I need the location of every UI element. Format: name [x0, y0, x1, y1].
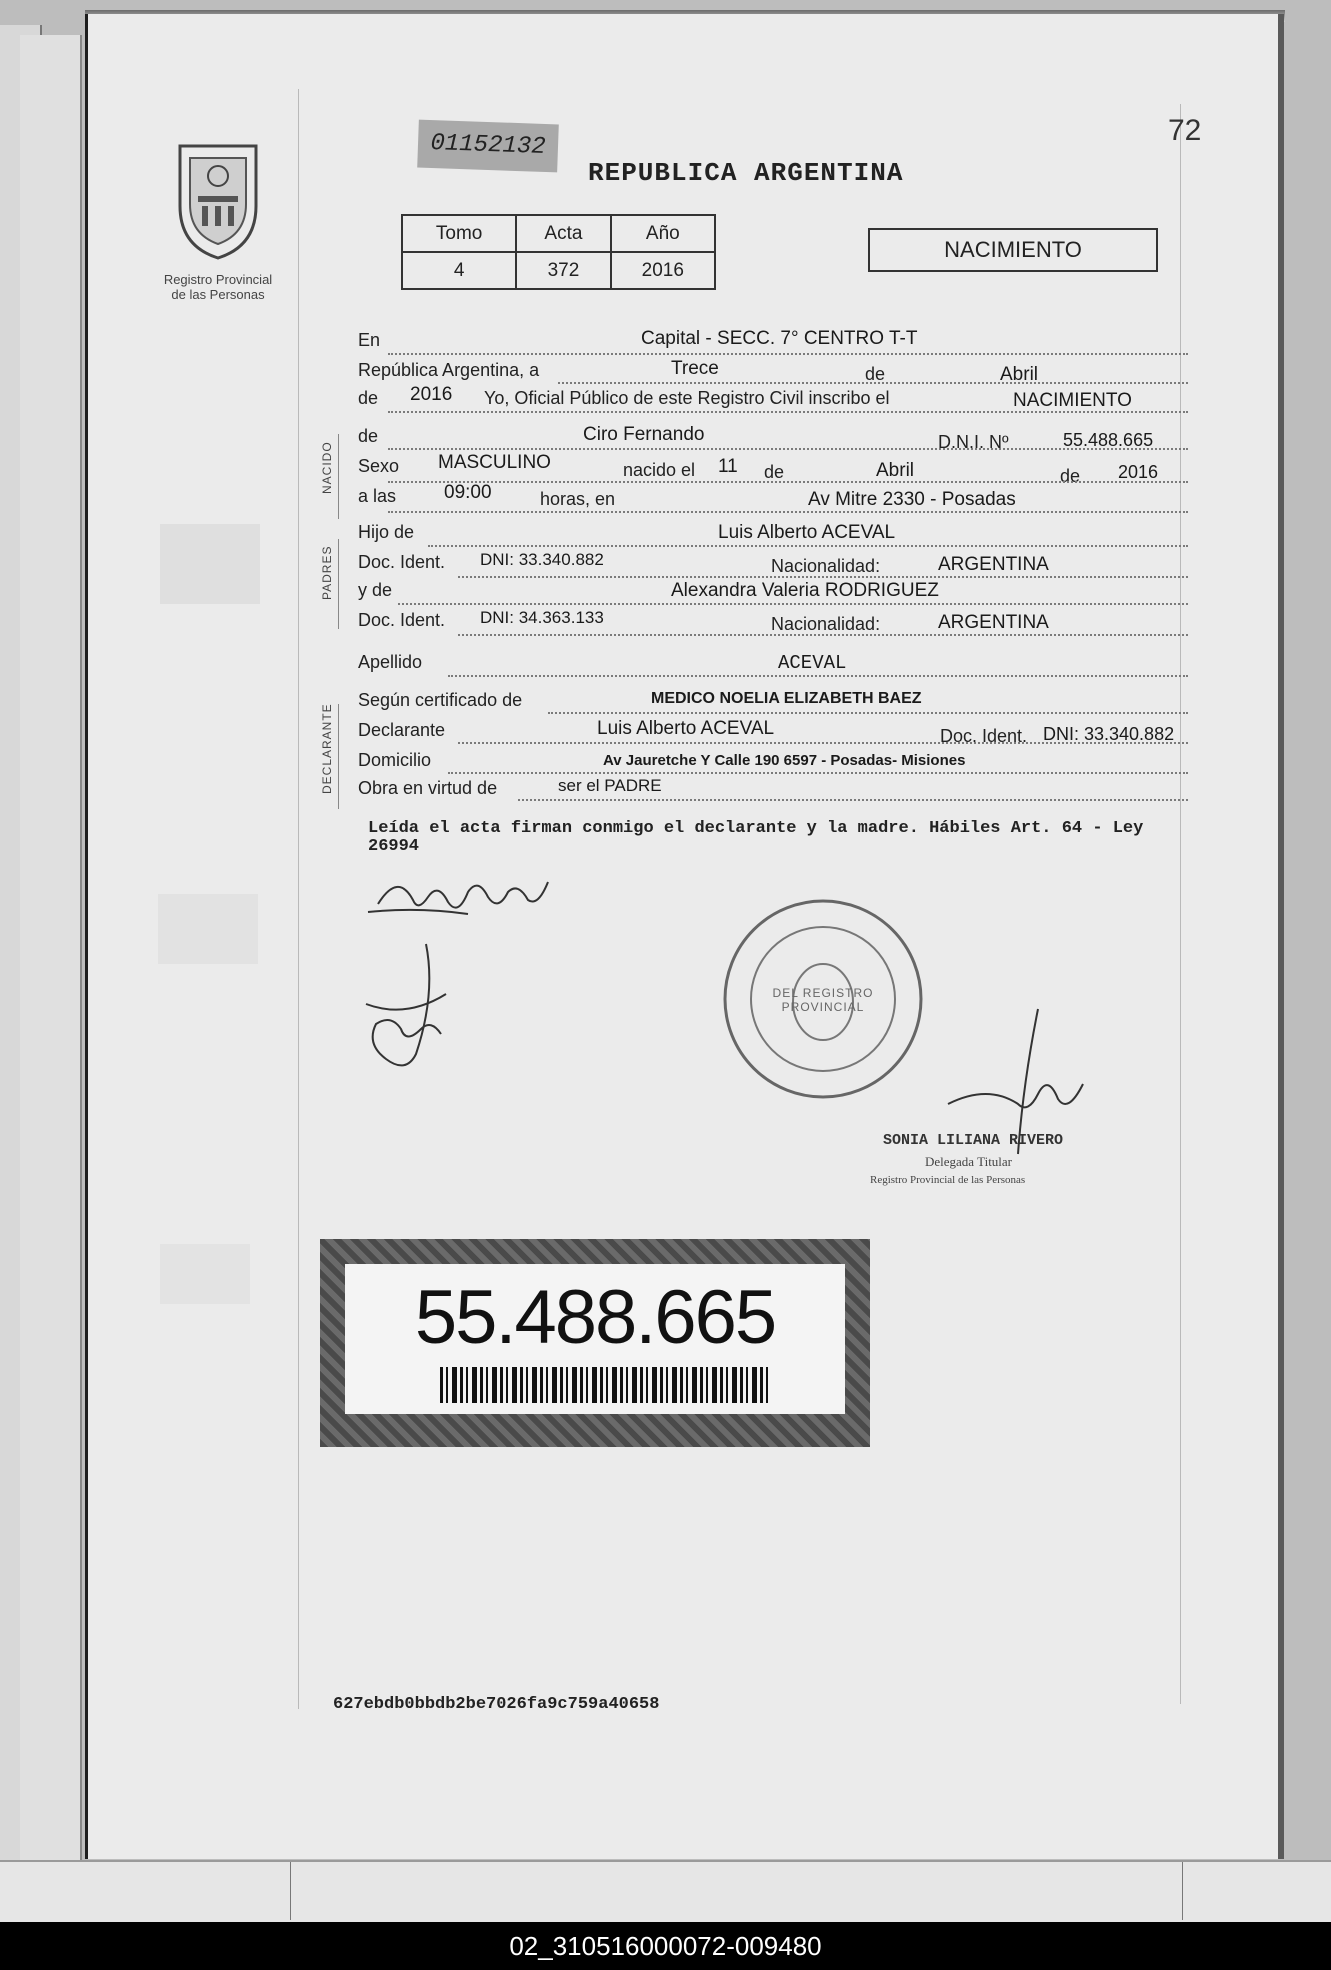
dotted-line [458, 634, 1188, 636]
header-acta: Acta [516, 215, 610, 252]
nacido-anio: 2016 [1118, 462, 1159, 482]
section-label-declarante: DECLARANTE [320, 703, 334, 794]
dotted-line [548, 712, 1188, 714]
nac1-label: Nacionalidad: [771, 556, 881, 576]
domicilio-label: Domicilio [358, 750, 432, 770]
obra-label: Obra en virtud de [358, 778, 498, 798]
dotted-line [388, 511, 1188, 513]
oficial-text: Yo, Oficial Público de este Registro Civil inscribo el [484, 388, 890, 408]
declarante-signature-icon [358, 862, 568, 932]
inscribo-value: NACIMIENTO [1013, 390, 1132, 411]
right-frame-line [1180, 104, 1181, 1704]
bottom-strip [0, 1860, 1331, 1924]
dotted-line [398, 603, 1188, 605]
certificate-sheet [85, 14, 1284, 1859]
dotted-line [388, 481, 1188, 483]
nacido-label: nacido el [623, 460, 696, 480]
official-name: SONIA LILIANA RIVERO [883, 1132, 1064, 1149]
section-divider [338, 704, 339, 809]
hijo-label: Hijo de [358, 522, 415, 542]
act-type-box [868, 228, 1158, 272]
section-label-padres: PADRES [320, 545, 334, 600]
stamp-text: DEL REGISTRO PROVINCIAL [772, 986, 874, 1014]
nac2-label: Nacionalidad: [771, 614, 881, 634]
horas-label: horas, en [540, 489, 616, 509]
apellido-label: Apellido [358, 652, 423, 672]
dotted-line [388, 353, 1188, 355]
page-number: 72 [1168, 114, 1202, 147]
ghost-mark [160, 524, 260, 604]
bottom-divider [1182, 1862, 1183, 1920]
left-frame-line [298, 89, 299, 1709]
declarante-label: Declarante [358, 720, 446, 740]
barcode-number: 55.488.665 [414, 1275, 776, 1360]
country-title: REPUBLICA ARGENTINA [588, 158, 904, 188]
nacido-de: de [764, 462, 785, 482]
madre-signature-icon [346, 934, 476, 1084]
file-caption: 02_310516000072-009480 [0, 1922, 1331, 1970]
dotted-line [448, 675, 1188, 677]
value-anio: 2016 [611, 252, 715, 289]
domicilio-value: Av Jauretche Y Calle 190 6597 - Posadas- Misiones [603, 752, 966, 769]
apellido-value: ACEVAL [778, 652, 847, 674]
segun-label: Según certificado de [358, 690, 523, 710]
sexo-value: MASCULINO [438, 452, 551, 473]
official-office: Registro Provincial de las Personas [870, 1174, 1026, 1186]
nac1-value: ARGENTINA [938, 554, 1049, 575]
ghost-mark [158, 894, 258, 964]
nacido-dia: 11 [718, 456, 738, 477]
doc1-value: DNI: 33.340.882 [480, 550, 604, 569]
republica-label: República Argentina, a [358, 360, 540, 380]
serial-number: 01152132 [429, 129, 547, 162]
back-sheet [20, 35, 82, 1875]
nac2-value: ARGENTINA [938, 612, 1049, 633]
dotted-line [428, 545, 1188, 547]
nombre-value: Ciro Fernando [583, 424, 705, 445]
serial-stamp [417, 120, 559, 173]
registry-name-line1: Registro Provincial [163, 272, 273, 287]
mes-value: Abril [1000, 364, 1039, 385]
dotted-line [518, 799, 1188, 801]
closing-text: Leída el acta firman conmigo el declarante y la madre. Hábiles Art. 64 - Ley 26994 [368, 819, 1144, 856]
doc2-value: DNI: 34.363.133 [480, 608, 604, 627]
madre-value: Alexandra Valeria RODRIGUEZ [671, 580, 939, 601]
act-type: NACIMIENTO [944, 237, 1082, 262]
segun-value: MEDICO NOELIA ELIZABETH BAEZ [651, 690, 922, 707]
declarante-value: Luis Alberto ACEVAL [597, 718, 775, 739]
anio-label: de [358, 388, 379, 408]
header-tomo: Tomo [402, 215, 516, 252]
registry-name-line2: de las Personas [171, 287, 265, 302]
alas-label: a las [358, 486, 397, 506]
hora-value: 09:00 [444, 482, 492, 503]
sexo-label: Sexo [358, 456, 400, 476]
record-table [401, 214, 716, 290]
dotted-line [458, 742, 1188, 744]
province-seal-icon [168, 136, 268, 266]
en-value: Capital - SECC. 7° CENTRO T-T [641, 328, 918, 349]
dni-value: 55.488.665 [1063, 430, 1154, 450]
section-divider [338, 434, 339, 519]
doc3-value: DNI: 33.340.882 [1043, 724, 1175, 744]
yde-label: y de [358, 580, 393, 600]
seal-caption [148, 272, 288, 302]
table-row [402, 215, 715, 252]
barcode-label [320, 1239, 870, 1447]
section-divider [338, 539, 339, 629]
barcode-bars-icon [440, 1367, 770, 1403]
ghost-mark [160, 1244, 250, 1304]
bottom-divider [290, 1862, 291, 1920]
dia-value: Trece [671, 358, 719, 379]
value-tomo: 4 [402, 252, 516, 289]
padre-value: Luis Alberto ACEVAL [718, 522, 896, 543]
nombre-label: de [358, 426, 379, 446]
official-role: Delegada Titular [925, 1154, 1013, 1169]
document-hash: 627ebdb0bbdb2be7026fa9c759a40658 [333, 1695, 660, 1714]
header-anio: Año [611, 215, 715, 252]
doc3-label: Doc. Ident. [940, 726, 1028, 746]
section-label-nacido: NACIDO [320, 441, 334, 494]
en-label: En [358, 330, 381, 350]
dotted-line [458, 576, 1188, 578]
nacido-mes: Abril [876, 460, 915, 481]
lugar-value: Av Mitre 2330 - Posadas [808, 489, 1016, 510]
dni-label: D.N.I. Nº [938, 432, 1009, 452]
dotted-line [448, 772, 1188, 774]
barcode-white-panel [345, 1264, 845, 1414]
value-acta: 372 [516, 252, 610, 289]
nacido-de2: de [1060, 466, 1081, 486]
obra-value: ser el PADRE [558, 776, 662, 795]
table-row [402, 252, 715, 289]
de-label: de [865, 364, 886, 384]
anio-value: 2016 [410, 384, 453, 405]
doc1-label: Doc. Ident. [358, 552, 446, 572]
doc2-label: Doc. Ident. [358, 610, 446, 630]
